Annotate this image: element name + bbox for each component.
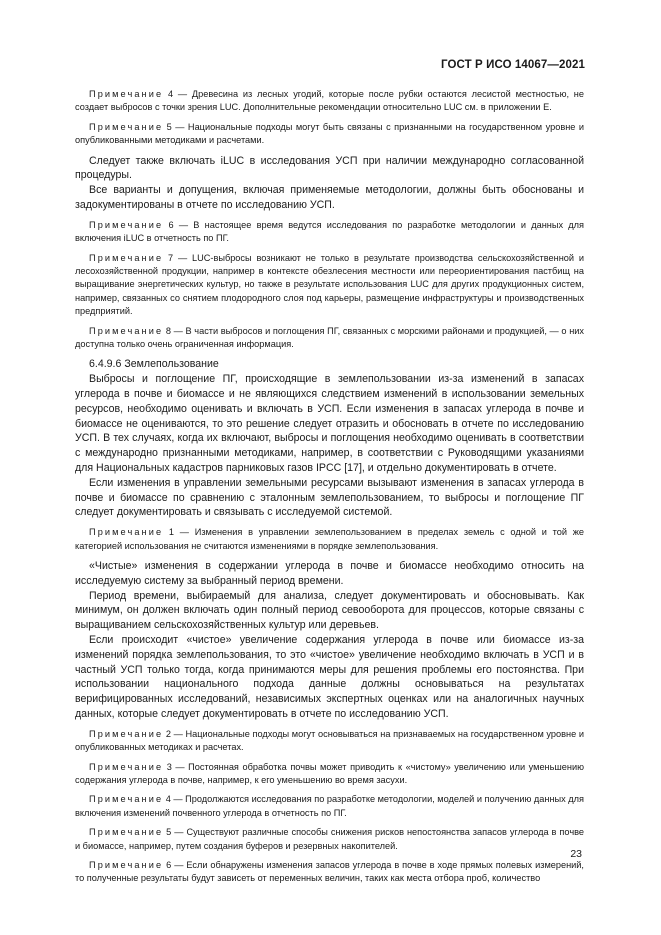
- page-number: 23: [570, 848, 582, 860]
- note-7-luc-emissions: [75, 252, 584, 319]
- paragraph-land-use-emissions: Выбросы и поглощение ПГ, происходящие в землепользовании из-за изменений в запасах углерода в почве и биомассе и не являющихся следствием изменений в использовании земельных ресурсов, необходимо оценивать и включать в УСП. Если изменения в запасах углерода в почве и биомассе не оцениваются, то это решение следует отразить и обосновать в отчете по исследованию УСП. В тех случаях, когда их включают, выбросы и поглощения необходимо оценивать в соответствии с международно признанными методиками, например, в соответствии с Руководящими указаниями для Национальных кадастров парниковых газов IPCC [17], и отдельно документировать в отчете.: [75, 373, 584, 475]
- note-lead: Примечание: [89, 252, 164, 263]
- note-text: 4 — Продолжаются исследования по разработке методологии, моделей и получению данных для включения изменений почвенного углерода в отчетность по ПГ.: [75, 794, 584, 818]
- paragraph-iluc: Следует также включать iLUC в исследования УСП при наличии международно согласованной процедуры.: [75, 154, 584, 182]
- note-lead: Примечание: [89, 794, 164, 805]
- note-4-wood: [75, 88, 584, 115]
- note-3-tillage: [75, 761, 584, 788]
- note-text: 5 — Существуют различные способы снижения рисков непостоянства запасов углерода в почве и биомассе, например, путем создания буферов и резервных накопителей.: [75, 827, 584, 851]
- note-text: 1 — Изменения в управлении землепользованием в пределах земель с одной и той же категорией использования не считаются изменениями в порядке землепользования.: [75, 527, 584, 551]
- note-text: 6 — В настоящее время ведутся исследования по разработке методологии и данных для включения iLUC в отчетность по ПГ.: [75, 219, 584, 244]
- note-6-field-measurements: [75, 859, 584, 886]
- note-lead: Примечание: [89, 527, 164, 538]
- note-5-risks: [75, 826, 584, 853]
- paragraph-net-increase: Если происходит «чистое» увеличение содержания углерода в почве или биомассе из-за изменений порядка землепользования, то это «чистое» увеличение необходимо включать в УСП и в частный УСП только тогда, когда принимаются меры для решения проблемы его постоянства. При использовании национального подхода данные должны основываться на результатах верифицированных исследований, независимых экспертных оценках или на аналогичных научных данных, которые следует документировать в отчете по исследованию УСП.: [75, 634, 584, 721]
- paragraph-time-period: Период времени, выбираемый для анализа, следует документировать и обосновывать. Как минимум, он должен включать один полный период севооборота для процессов, которые связаны с выращиванием сельскохозяйственных культур или деревьев.: [75, 589, 584, 632]
- document-body: [75, 88, 584, 892]
- note-lead: Примечание: [89, 728, 164, 739]
- note-lead: Примечание: [89, 761, 164, 772]
- note-5-national: [75, 121, 584, 148]
- note-text: 4 — Древесина из лесных угодий, которые после рубки остаются лесистой местностью, не создает выбросов с точки зрения LUC. Дополнительные рекомендации относительно LUC см. в приложении Е.: [75, 89, 584, 113]
- note-4-research: [75, 793, 584, 820]
- paragraph-land-management: Если изменения в управлении земельными ресурсами вызывают изменения в запасах углерода в почве и биомассе по сравнению с эталонным землепользованием, то выбросы и поглощение ПГ следует документировать и связывать с исследуемой системой.: [75, 476, 584, 519]
- note-text: 2 — Национальные подходы могут основываться на признаваемых на государственном уровне и опубликованных методиках и расчетах.: [75, 728, 584, 753]
- note-1-management: [75, 526, 584, 553]
- note-text: 6 — Если обнаружены изменения запасов углерода в почве в ходе прямых полевых измерений, то полученные результаты будут зависеть от переменных величин, таких как места отбора проб, количество: [75, 860, 584, 884]
- note-text: 5 — Национальные подходы могут быть связаны с признанными на государственном уровне и опубликованными методиками и расчетами.: [75, 121, 584, 146]
- note-lead: Примечание: [89, 325, 164, 336]
- note-text: 7 — LUC-выбросы возникают не только в результате производства сельскохозяйственной и лесохозяйственной продукции, например в контексте обезлесения местности или переориентирования пастбищ на выращивание энергетических культур, но также в результате использования LUC для других продукционных систем, например, связанных со снятием плодородного слоя под карьеры, размещение инфраструктуры и производственных предприятий.: [75, 252, 584, 317]
- note-lead: Примечание: [89, 860, 164, 871]
- note-text: 8 — В части выбросов и поглощения ПГ, связанных с морскими районами и продукцией, — о них доступна только очень ограниченная информация.: [75, 325, 584, 350]
- note-text: 3 — Постоянная обработка почвы может приводить к «чистому» увеличению или уменьшению содержания углерода в почве, например, к его уменьшению во время засухи.: [75, 761, 584, 786]
- note-8-marine: [75, 325, 584, 352]
- note-lead: Примечание: [89, 827, 164, 838]
- document-header-title: ГОСТ Р ИСО 14067—2021: [440, 59, 585, 71]
- note-lead: Примечание: [89, 219, 164, 230]
- section-heading: 6.4.9.6 Землепользование: [89, 358, 219, 371]
- note-lead: Примечание: [89, 89, 164, 99]
- note-lead: Примечание: [89, 121, 164, 132]
- note-2-national: [75, 728, 584, 755]
- paragraph-net-changes: «Чистые» изменения в содержании углерода в почве и биомассе необходимо относить на исследуемую систему за выбранный период времени.: [75, 560, 584, 587]
- paragraph-assumptions: Все варианты и допущения, включая применяемые методологии, должны быть обоснованы и задокументированы в отчете по исследованию УСП.: [75, 184, 584, 212]
- note-6-iluc-research: [75, 219, 584, 246]
